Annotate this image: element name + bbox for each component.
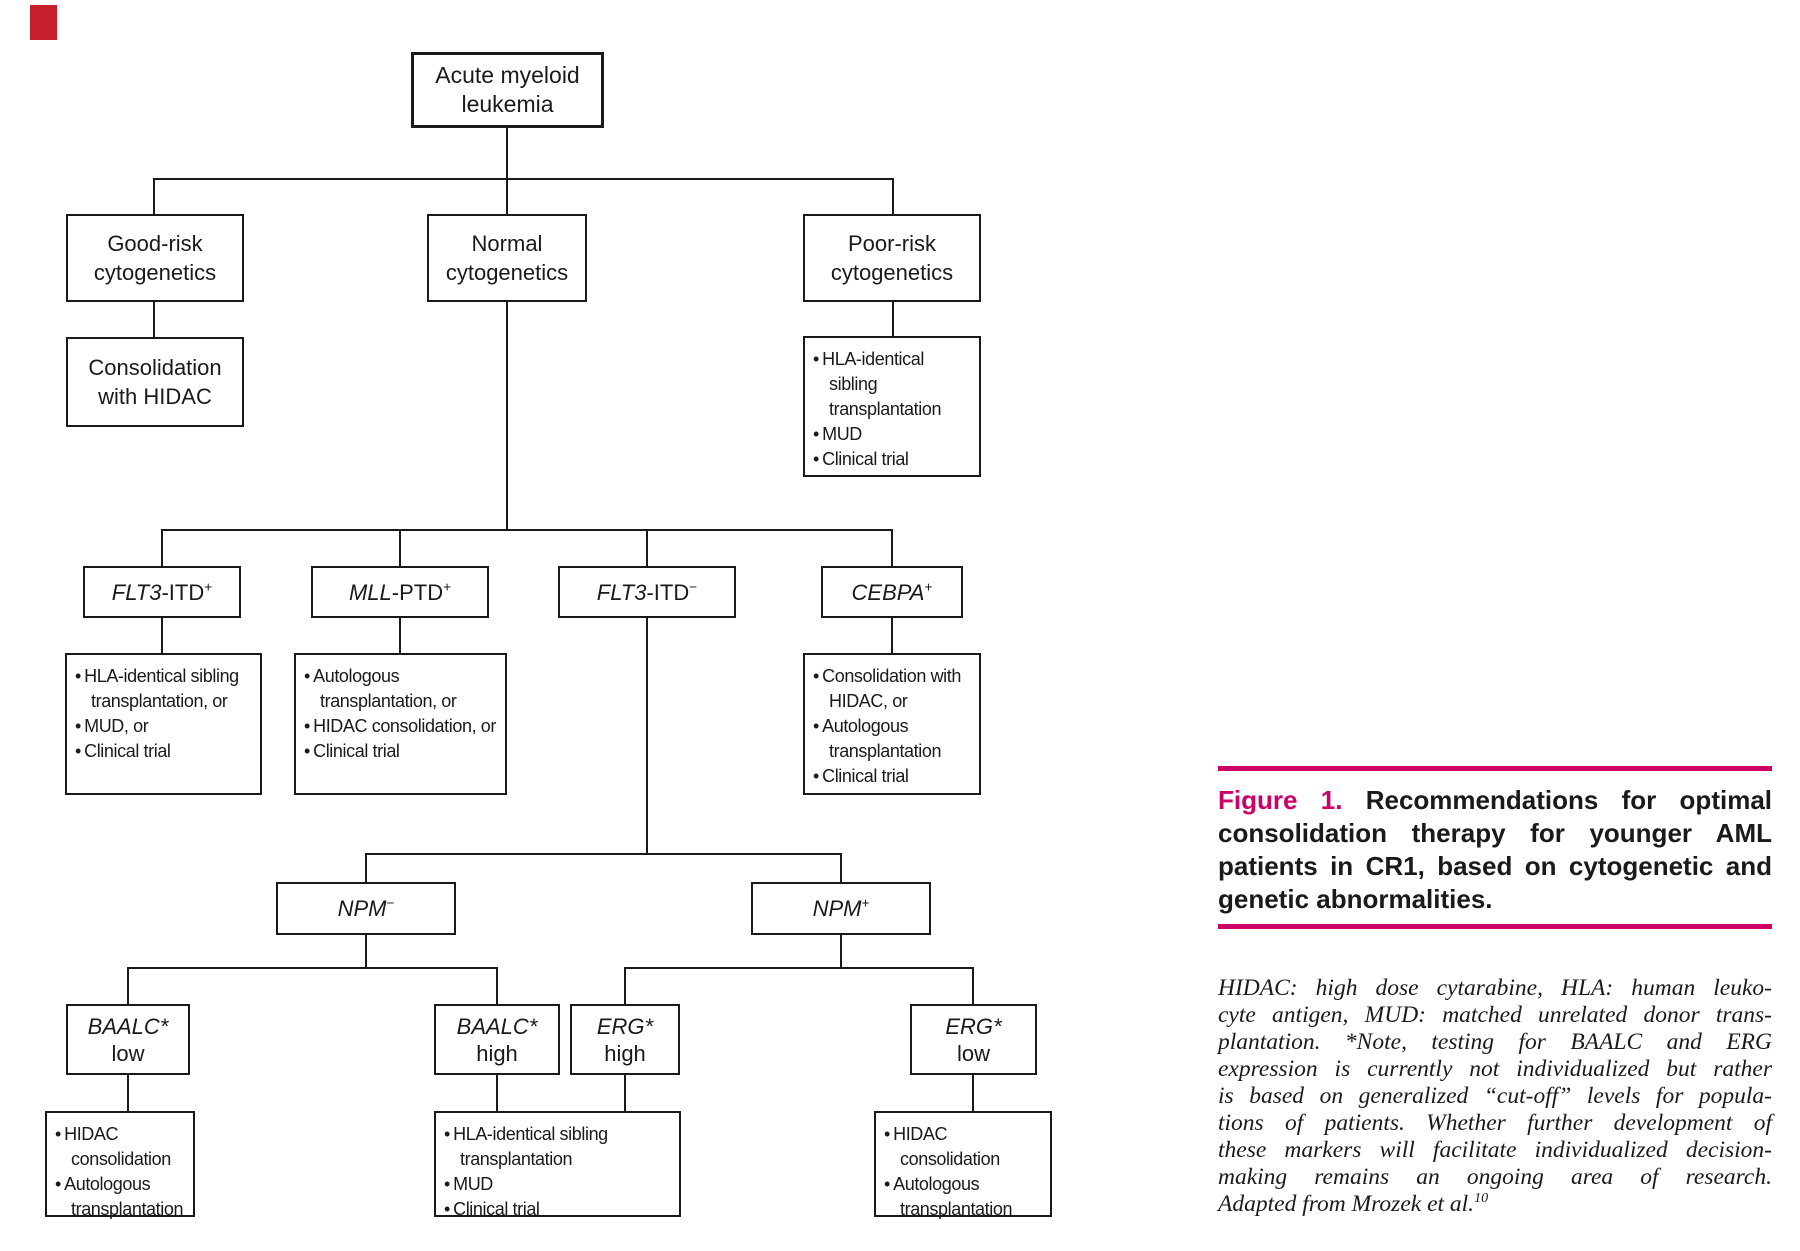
node-label-line: Good-risk: [107, 231, 203, 256]
connector-line: [365, 853, 842, 855]
node-erg-high: [570, 1004, 680, 1075]
node-label-line: Normal: [471, 231, 543, 256]
node-npm-negative: [276, 882, 456, 935]
list-item: • HIDAC consolidation, or: [304, 714, 501, 739]
connector-line: [127, 967, 129, 1004]
list-item: • Autologous transplantation: [813, 714, 975, 764]
list-item: consolidation therapy for younger AML: [1218, 818, 1772, 848]
connector-line: [891, 618, 893, 653]
list-item: • MUD: [444, 1172, 675, 1197]
node-label-line: ERG*: [596, 1013, 654, 1039]
node-label-line: leukemia: [461, 91, 554, 117]
node-baalc-low-options: [45, 1111, 195, 1217]
node-label-line: NPM+: [812, 895, 870, 921]
list-item: • Clinical trial: [444, 1197, 675, 1222]
connector-line: [506, 128, 508, 214]
node-baalc-low: [66, 1004, 190, 1075]
node-shared-transplant-options: [434, 1111, 681, 1217]
node-label-line: Poor-risk: [847, 231, 936, 256]
node-erg-low: [910, 1004, 1037, 1075]
node-poor-risk-options: [803, 336, 981, 477]
list-item: genetic abnormalities.: [1218, 884, 1493, 914]
connector-line: [892, 302, 894, 336]
caption-lines: [1218, 817, 1772, 916]
connector-line: [399, 529, 401, 566]
node-flt3-positive-options: [65, 653, 262, 795]
connector-line: [127, 967, 498, 969]
list-item: • HLA-identical sibling transplantation: [813, 347, 975, 422]
connector-line: [365, 935, 367, 968]
node-label-line: FLT3-ITD−: [596, 579, 698, 605]
node-flt3-itd-positive: [83, 566, 241, 618]
connector-line: [161, 618, 163, 653]
connector-line: [153, 302, 155, 337]
figure-caption: [1218, 784, 1772, 916]
node-acute-myeloid-leukemia: [411, 52, 604, 128]
connector-line: [161, 529, 893, 531]
node-mll-ptd-positive: [311, 566, 489, 618]
list-item: • MUD: [813, 422, 975, 447]
caption-rule-bottom: [1218, 924, 1772, 929]
node-normal-cytogenetics: [427, 214, 587, 302]
connector-line: [624, 967, 626, 1004]
connector-line: [153, 178, 894, 180]
list-item: • HLA-identical sibling transplantation: [444, 1122, 675, 1172]
node-label-line: NPM−: [337, 895, 395, 921]
caption-text: Recommendations for optimal: [1365, 785, 1772, 815]
list-item: • Clinical trial: [304, 739, 501, 764]
node-label-line: cytogenetics: [830, 260, 954, 285]
connector-line: [892, 178, 894, 214]
node-label-line: high: [604, 1040, 646, 1066]
connector-line: [624, 967, 974, 969]
connector-line: [496, 1075, 498, 1111]
list-item: plantation. *Note, testing for BAALC and ERG: [1218, 1029, 1772, 1055]
caption-rule-top: [1218, 766, 1772, 771]
footnote-citation: Adapted from Mrozek et al.$^{10}$: [1218, 1190, 1489, 1217]
node-label-line: low: [956, 1040, 990, 1066]
node-label-line: with HIDAC: [98, 384, 212, 409]
connector-line: [646, 618, 648, 854]
list-item: • Autologous transplantation, or: [304, 664, 501, 714]
connector-line: [891, 529, 893, 566]
connector-line: [646, 529, 648, 566]
node-cebpa-options: [803, 653, 981, 795]
node-label-line: BAALC*: [456, 1013, 538, 1039]
list-item: cyte antigen, MUD: matched unrelated donor trans-: [1218, 1002, 1772, 1028]
list-item: these markers will facilitate individualized decision-: [1218, 1137, 1772, 1163]
node-label-line: BAALC*: [87, 1013, 169, 1039]
list-item: • HIDAC consolidation: [55, 1122, 189, 1172]
list-item: is based on generalized “cut-off” levels for popula-: [1218, 1083, 1772, 1109]
node-baalc-high: [434, 1004, 560, 1075]
node-label-line: MLL-PTD+: [348, 579, 452, 605]
caption-line: [1218, 784, 1772, 817]
list-item: • Clinical trial: [75, 739, 256, 764]
node-label-line: ERG*: [945, 1013, 1002, 1039]
node-label-line: FLT3-ITD+: [111, 579, 213, 605]
connector-line: [153, 178, 155, 214]
list-item: • MUD, or: [75, 714, 256, 739]
node-consolidation-with-hidac: [66, 337, 244, 427]
connector-line: [365, 853, 367, 882]
list-item: • Clinical trial: [813, 447, 975, 472]
node-label-line: CEBPA+: [851, 579, 933, 605]
list-item: expression is currently not individualized but rather: [1218, 1056, 1772, 1082]
node-mll-ptd-options: [294, 653, 507, 795]
list-item: • Clinical trial: [813, 764, 975, 789]
node-label-line: high: [476, 1040, 518, 1066]
journal-red-square-logo: [30, 5, 57, 40]
node-cebpa-positive: [821, 566, 963, 618]
citation-superscript: 10: [1474, 1190, 1489, 1207]
node-poor-risk-cytogenetics: [803, 214, 981, 302]
node-erg-low-options: [874, 1111, 1052, 1217]
connector-line: [399, 618, 401, 653]
footnote-lines: [1218, 975, 1772, 1191]
node-label-line: Consolidation: [88, 355, 222, 380]
list-item: HIDAC: high dose cytarabine, HLA: human leuko-: [1218, 975, 1772, 1001]
figure-footnote: [1218, 975, 1772, 1218]
node-label-line: cytogenetics: [445, 260, 569, 285]
list-item: • Autologous transplantation: [55, 1172, 189, 1222]
list-item: making remains an ongoing area of research.: [1218, 1164, 1772, 1190]
node-flt3-itd-negative: [558, 566, 736, 618]
list-item: • HIDAC consolidation: [884, 1122, 1046, 1172]
node-npm-positive: [751, 882, 931, 935]
list-item: patients in CR1, based on cytogenetic and: [1218, 851, 1772, 881]
node-label-line: Acute myeloid: [435, 62, 580, 88]
figure-number-label: Figure 1.: [1218, 785, 1343, 815]
connector-line: [624, 1075, 626, 1111]
list-item: • HLA-identical sibling transplantation, or: [75, 664, 256, 714]
connector-line: [127, 1075, 129, 1111]
list-item: • Consolidation with HIDAC, or: [813, 664, 975, 714]
connector-line: [840, 935, 842, 968]
connector-line: [161, 529, 163, 566]
connector-line: [496, 967, 498, 1004]
node-label-line: low: [111, 1040, 145, 1066]
list-item: • Autologous transplantation: [884, 1172, 1046, 1222]
connector-line: [506, 302, 508, 530]
connector-line: [972, 1075, 974, 1111]
node-label-line: cytogenetics: [93, 260, 217, 285]
connector-line: [840, 853, 842, 882]
node-good-risk-cytogenetics: [66, 214, 244, 302]
connector-line: [972, 967, 974, 1004]
list-item: tions of patients. Whether further development of: [1218, 1110, 1772, 1136]
